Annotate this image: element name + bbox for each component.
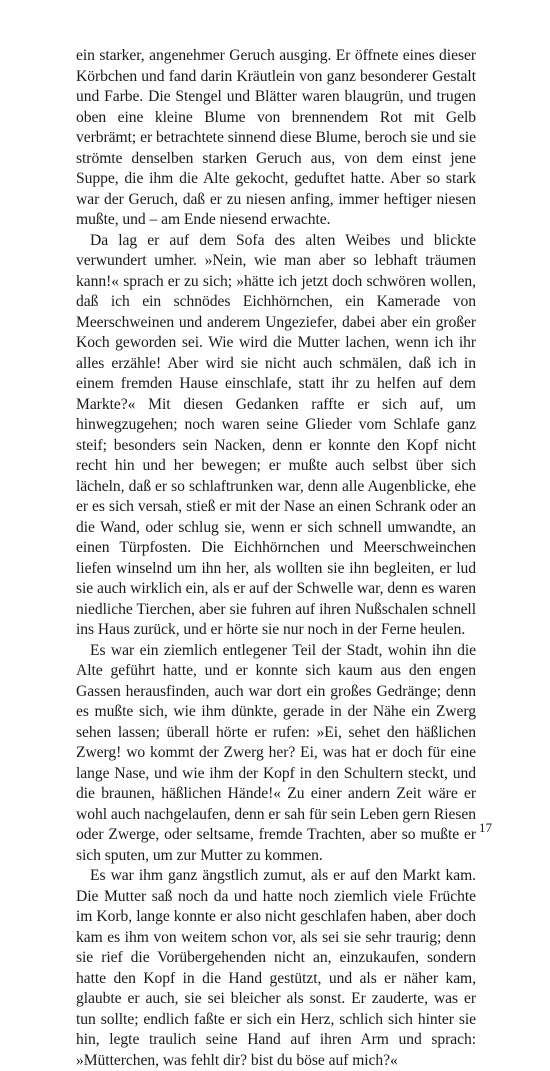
paragraph-3: Es war ein ziemlich entlegener Teil der Stadt, wohin ihn die Alte geführt hatte, und er konnte sich kaum aus den engen Gassen herausfinden, auch war dort ein großes Gedränge; denn es mußte sich, wie ihm dünkte, gerade in der Nähe ein Zwerg sehen lassen; überall hörte er rufen: »Ei, sehet den häßlichen Zwerg! wo kommt der Zwerg her? Ei, was hat er doch für eine lange Nase, und wie ihm der Kopf in den Schultern steckt, und die braunen, häßlichen Hände!« Zu einer andern Zeit wäre er wohl auch nachgelaufen, denn er sah für sein Leben gern Riesen oder Zwerge, oder seltsame, fremde Trachten, aber so mußte er sich sputen, um zur Mutter zu kommen. <box>76 641 476 864</box>
paragraph-2: Da lag er auf dem Sofa des alten Weibes und blickte verwundert umher. »Nein, wie man aber so lebhaft träumen kann!« sprach er zu sich; »hätte ich jetzt doch schwören wollen, daß ich ein schnödes Eichhörnchen, ein Kamerade von Meerschweinen und anderem Ungeziefer, dabei aber ein großer Koch geworden sei. Wie wird die Mutter lachen, wenn ich ihr alles erzähle! Aber wird sie nicht auch schmälen, daß ich in einem fremden Hause einschlafe, statt ihr zu helfen auf dem Markte?« Mit diesen Gedanken raffte er sich auf, um hinwegzugehen; noch waren seine Glieder vom Schlafe ganz steif; besonders sein Nacken, denn er konnte den Kopf nicht recht hin und her bewegen; er mußte auch selbst über sich lächeln, daß er so schlaftrunken war, denn alle Augenblicke, ehe er es sich versah, stieß er mit der Nase an einen Schrank oder an die Wand, oder schlug sie, wenn er sich schnell umwandte, an einen Türpfosten. Die Eichhörnchen und Meerschweinchen liefen winselnd um ihn her, als wollten sie ihn begleiten, er lud sie auch wirklich ein, als er auf der Schwelle war, denn es waren niedliche Tierchen, aber sie fuhren auf ihren Nußschalen schnell ins Haus zurück, und er hörte sie nur noch in der Ferne heulen. <box>76 231 476 638</box>
paragraph-1: ein starker, angenehmer Geruch ausging. Er öffnete eines dieser Körbchen und fand darin Kräutlein von ganz besonderer Gestalt und Farbe. Die Stengel und Blätter waren blaugrün, und trugen oben eine kleine Blume von brennendem Rot mit Gelb verbrämt; er betrachtete sinnend diese Blume, beroch sie und sie strömte denselben starken Geruch aus, von dem einst jene Suppe, die ihm die Alte gekocht, geduftet hatte. Aber so stark war der Geruch, daß er zu niesen anfing, immer heftiger niesen mußte, und – am Ende niesend erwachte. <box>76 47 476 228</box>
page-number: 17 <box>479 820 492 835</box>
body-text <box>76 46 476 1071</box>
paragraph-4: Es war ihm ganz ängstlich zumut, als er auf den Markt kam. Die Mutter saß noch da und hatte noch ziemlich viele Früchte im Korb, lange konnte er also nicht geschlafen haben, aber doch kam es ihm von weitem schon vor, als sei sie sehr traurig; denn sie rief die Vorübergehenden nicht an, einzukaufen, sondern hatte den Kopf in die Hand gestützt, und als er näher kam, glaubte er auch, sie sei bleicher als sonst. Er zauderte, was er tun sollte; endlich faßte er sich ein Herz, schlich sich hinter sie hin, legte traulich seine Hand auf ihren Arm und sprach: »Mütterchen, was fehlt dir? bist du böse auf mich?« <box>76 867 476 1069</box>
